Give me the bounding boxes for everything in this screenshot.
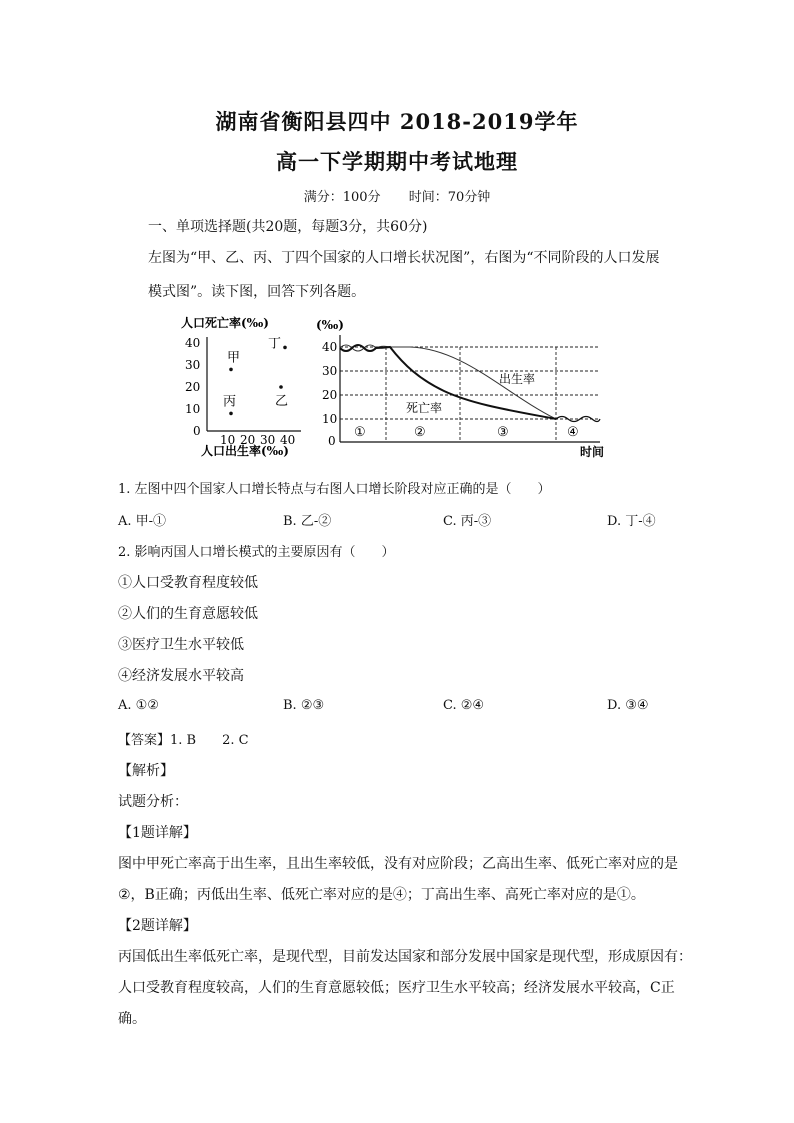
- scatter-xlabel: 人口出生率(‰): [201, 444, 289, 458]
- scatter-point-label: 丁: [268, 336, 282, 352]
- q2-option-b: B. ②③: [283, 698, 325, 713]
- section-heading: 一、单项选择题(共20题，每题3分，共60分): [148, 219, 428, 235]
- answer-line: 【答案】1. B 2. C: [118, 733, 249, 748]
- q2-option-c: C. ②④: [443, 698, 485, 713]
- scatter-point-label: 丙: [223, 394, 237, 410]
- scatter-ytick: 40: [185, 336, 201, 350]
- q2-item-4: ④经济发展水平较高: [118, 668, 244, 684]
- scatter-ytick: 10: [185, 402, 201, 416]
- q2-item-1: ①人口受教育程度较低: [118, 575, 258, 591]
- scatter-point: [279, 385, 283, 389]
- model-y-unit: (‰): [316, 318, 344, 332]
- scatter-ytick: 30: [185, 358, 201, 372]
- scatter-point-label: 甲: [227, 350, 241, 366]
- q1-detail-heading: 【1题详解】: [118, 825, 197, 841]
- intro-line-2: 模式图”。读下图，回答下列各题。: [148, 284, 366, 300]
- model-ytick-0: 0: [328, 434, 336, 448]
- q1-detail-line-1: 图中甲死亡率高于出生率，且出生率较低，没有对应阶段；乙高出生率、低死亡率对应的是: [118, 856, 678, 872]
- scatter-ytick: 0: [193, 424, 201, 438]
- exam-time: 时间：70分钟: [408, 190, 491, 205]
- death-rate-label: 死亡率: [406, 401, 443, 415]
- q2-detail-line-3: 确。: [118, 1011, 146, 1027]
- model-ytick-20: 20: [322, 388, 338, 402]
- model-ytick-40: 40: [322, 340, 338, 354]
- scatter-point: [229, 412, 233, 416]
- q2-option-a: A. ①②: [118, 698, 159, 713]
- scatter-xtick: 30: [260, 433, 276, 447]
- scatter-chart: [175, 313, 315, 463]
- model-ytick-30: 30: [322, 364, 338, 378]
- q2-detail-heading: 【2题详解】: [118, 918, 197, 934]
- scatter-point-label: 乙: [275, 394, 289, 409]
- q2-option-d: D. ③④: [607, 698, 649, 713]
- analysis-subheading: 试题分析：: [118, 794, 188, 810]
- scatter-xtick: 20: [240, 433, 256, 447]
- scatter-ylabel: 人口死亡率(‰): [181, 316, 269, 330]
- scatter-xtick: 10: [220, 433, 236, 447]
- stage-2-label: ②: [414, 425, 426, 440]
- exam-meta: [0, 186, 794, 205]
- q1-option-d: D. 丁-④: [607, 514, 656, 529]
- title-line-1: 湖南省衡阳县四中 2018-2019学年: [215, 109, 579, 134]
- analysis-heading: 【解析】: [118, 763, 174, 779]
- q1-option-a: A. 甲-①: [118, 514, 167, 529]
- intro-line-1: 左图为“甲、乙、丙、丁四个国家的人口增长状况图”，右图为“不同阶段的人口发展: [148, 250, 660, 266]
- q2-detail-line-2: 人口受教育程度较高，人们的生育意愿较低；医疗卫生水平较高；经济发展水平较高，C正: [118, 980, 675, 996]
- scatter-xtick: 40: [280, 433, 296, 447]
- title-line-2: 高一下学期期中考试地理: [276, 149, 518, 174]
- question-2-stem: 2. 影响丙国人口增长模式的主要原因有（ ）: [118, 545, 395, 560]
- stage-1-label: ①: [354, 425, 366, 440]
- q2-detail-line-1: 丙国低出生率低死亡率，是现代型，目前发达国家和部分发展中国家是现代型，形成原因有：: [118, 949, 692, 965]
- scatter-ytick: 20: [185, 380, 201, 394]
- q2-item-3: ③医疗卫生水平较低: [118, 637, 244, 653]
- scatter-point: [229, 368, 233, 372]
- stage-3-label: ③: [497, 425, 509, 440]
- q2-item-2: ②人们的生育意愿较低: [118, 606, 258, 622]
- model-xlabel: 时间: [580, 445, 605, 459]
- question-1-stem: 1. 左图中四个国家人口增长特点与右图人口增长阶段对应正确的是（ ）: [118, 482, 551, 497]
- scatter-point: [283, 346, 287, 350]
- q1-detail-line-2: ②，B正确；丙低出生率、低死亡率对应的是④；丁高出生率、高死亡率对应的是①。: [118, 887, 645, 903]
- full-score: 满分：100分: [303, 190, 381, 205]
- stage-4-label: ④: [567, 425, 579, 440]
- q1-option-b: B. 乙-②: [283, 514, 332, 529]
- q1-option-c: C. 丙-③: [443, 514, 492, 529]
- birth-rate-label: 出生率: [499, 372, 536, 386]
- model-ytick-10: 10: [322, 412, 338, 426]
- model-chart: [314, 313, 614, 463]
